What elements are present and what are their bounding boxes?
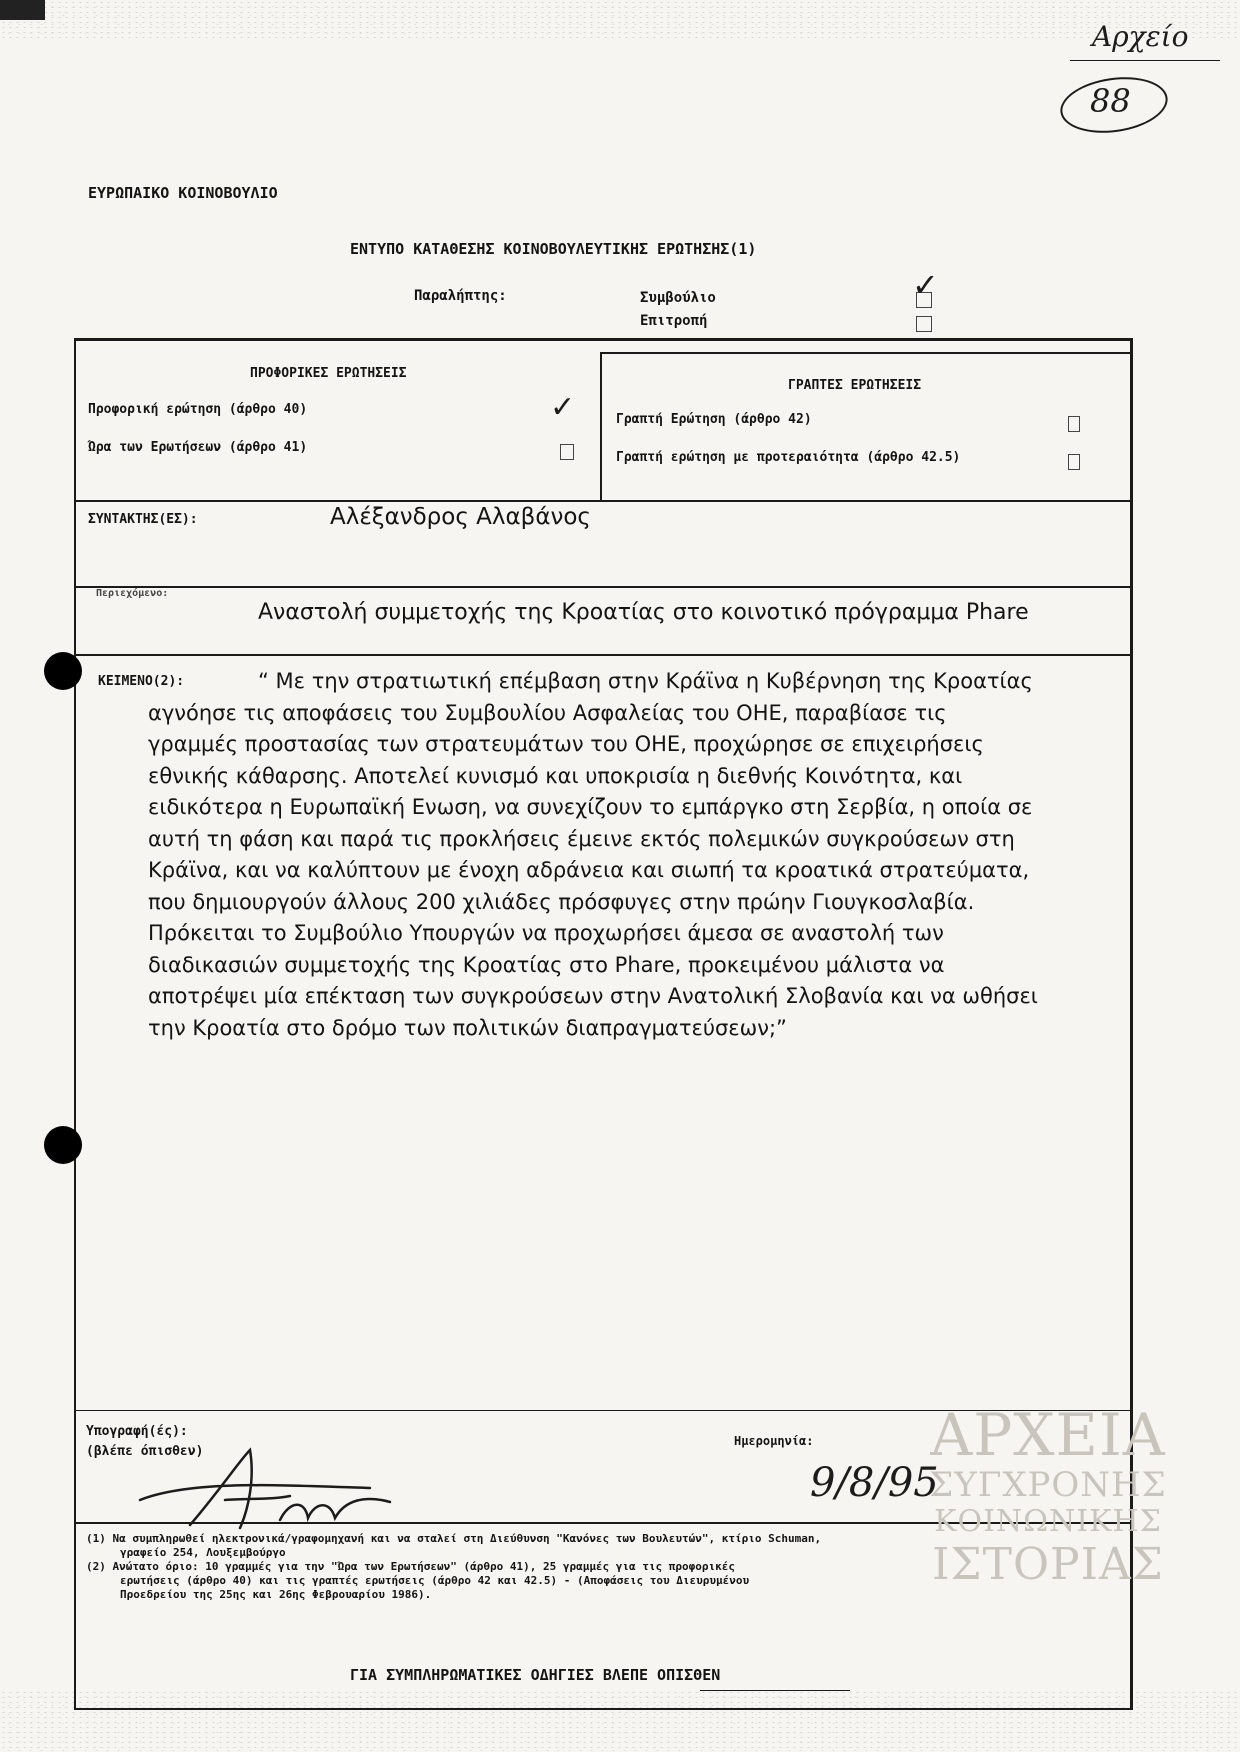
- institution-name: ΕΥΡΩΠΑΙΚΟ ΚΟΙΝΟΒΟΥΛΙΟ: [88, 184, 278, 202]
- watermark-line: ΚΟΙΝΩΝΙΚΗΣ: [934, 1504, 1162, 1539]
- footnote-line: (2) Ανώτατο όριο: 10 γραμμές για την "Ώρα των Ερωτήσεων" (άρθρο 41), 25 γραμμές για τις προφορικές: [86, 1560, 736, 1573]
- text-line: διαδικασιών συμμετοχής της Κροατίας στο Phare, προκειμένου μάλιστα να: [148, 952, 945, 977]
- date-label: Ημερομηνία:: [734, 1434, 814, 1448]
- question-text: [148, 666, 1118, 1044]
- text-line: “ Με την στρατιωτική επέμβαση στην Κράϊνα η Κυβέρνηση της Κροατίας: [258, 669, 1033, 693]
- oral-question-art40: Προφορική ερώτηση (άρθρο 40): [88, 402, 308, 417]
- handwritten-signature: [130, 1440, 430, 1540]
- oral-question-art40-checkmark-icon: ✓: [550, 390, 576, 425]
- bottom-noise: [0, 1690, 1240, 1752]
- frame-bottom: [74, 1708, 1132, 1710]
- written-priority-art42-5-checkbox[interactable]: [1068, 454, 1080, 470]
- subject-top-line: [76, 586, 1130, 588]
- author-top-line: [76, 500, 1130, 502]
- text-top-line: [76, 654, 1130, 656]
- question-time-art41-checkbox[interactable]: [560, 444, 574, 460]
- written-priority-art42-5: Γραπτή ερώτηση με προτεραιότητα (άρθρο 42.5): [616, 450, 961, 465]
- author-label: ΣΥΝΤΑΚΤΗΣ(ΕΣ):: [88, 512, 198, 527]
- footer-underline: [700, 1690, 850, 1691]
- text-line: γραμμές προστασίας των στρατευμάτων του ΟΗΕ, προχώρησε σε επιχειρήσεις: [148, 732, 984, 756]
- written-top-line: [600, 352, 1132, 354]
- frame-left: [74, 338, 76, 1710]
- recipient-option-commission: Επιτροπή: [640, 313, 708, 329]
- recipient-option-council: Συμβούλιο: [640, 290, 716, 306]
- text-line: εθνικής κάθαρσης. Αποτελεί κυνισμό και υποκρισία η διεθνής Κοινότητα, και: [148, 763, 963, 788]
- footnote-line: ερωτήσεις (άρθρο 40) και τις γραπτές ερωτήσεις (άρθρο 42 και 42.5) - (Αποφάσεις του Διευρυμένου: [120, 1574, 750, 1587]
- written-question-art42: Γραπτή Ερώτηση (άρθρο 42): [616, 412, 812, 427]
- text-label: ΚΕΙΜΕΝΟ(2):: [98, 674, 185, 689]
- recipient-council-checkmark-icon: ✓: [912, 266, 939, 304]
- archive-number: 88: [1090, 82, 1131, 120]
- archive-note: Αρχείο: [1092, 20, 1189, 53]
- top-noise: [0, 0, 1240, 40]
- text-line: αυτή τη φάση και παρά τις προκλήσεις έμεινε εκτός πολεμικών συγκρούσεων στη: [148, 826, 1015, 851]
- punch-hole-bottom: [44, 1126, 82, 1164]
- top-left-edge: [0, 0, 45, 20]
- date-value: 9/8/95: [810, 1460, 939, 1506]
- subject-text: Αναστολή συμμετοχής της Κροατίας στο κοινοτικό πρόγραμμα Phare: [258, 600, 1029, 625]
- frame-top: [74, 338, 1132, 341]
- question-time-art41: Ώρα των Ερωτήσεων (άρθρο 41): [88, 440, 308, 455]
- subject-label: Περιεχόμενο:: [96, 588, 169, 599]
- watermark-line: ΣΥΓΧΡΟΝΗΣ: [929, 1465, 1167, 1505]
- text-line: που δημιουργούν άλλους 200 χιλιάδες πρόσφυγες στην πρώην Γιουγκοσλαβία.: [148, 889, 975, 914]
- signature-label-note: (βλέπε όπισθεν): [86, 1444, 204, 1459]
- footnote-line: Προεδρείου της 25ης και 26ης Φεβρουαρίου 1986).: [120, 1588, 432, 1601]
- recipient-commission-checkbox[interactable]: [916, 316, 932, 332]
- text-line: Πρόκειται το Συμβούλιο Υπουργών να προχωρήσει άμεσα σε αναστολή των: [148, 921, 944, 945]
- text-line: Κράϊνα, και να καλύπτουν με ένοχη αδράνεια και σιωπή τα κροατικά στρατεύματα,: [148, 858, 1030, 882]
- watermark-line: ΑΡΧΕΙΑ: [930, 1401, 1166, 1469]
- question-type-divider: [600, 352, 602, 500]
- form-title: ΕΝΤΥΠΟ ΚΑΤΑΘΕΣΗΣ ΚΟΙΝΟΒΟΥΛΕΥΤΙΚΗΣ ΕΡΩΤΗΣΗΣ(1): [350, 240, 757, 258]
- text-line: ειδικότερα η Ευρωπαϊκή Ενωση, να συνεχίζουν το εμπάργκο στη Σερβία, η οποία σε: [148, 795, 1033, 819]
- text-line: αποτρέψει μία επέκταση των συγκρούσεων στην Ανατολική Σλοβανία και να ωθήσει: [148, 984, 1038, 1008]
- author-name: Αλέξανδρος Αλαβάνος: [330, 504, 591, 530]
- oral-questions-header: ΠΡΟΦΟΡΙΚΕΣ ΕΡΩΤΗΣΕΙΣ: [250, 366, 407, 381]
- signature-label: Υπογραφή(ές):: [86, 1424, 188, 1439]
- footnote-line: γραφείο 254, Λουξεμβούργο: [120, 1546, 286, 1559]
- written-question-art42-checkbox[interactable]: [1068, 416, 1080, 432]
- footer-instructions: ΓΙΑ ΣΥΜΠΛΗΡΩΜΑΤΙΚΕΣ ΟΔΗΓΙΕΣ ΒΛΕΠΕ ΟΠΙΣΘΕΝ: [350, 1666, 721, 1684]
- archive-watermark: [928, 1401, 1168, 1590]
- written-questions-header: ΓΡΑΠΤΕΣ ΕΡΩΤΗΣΕΙΣ: [788, 378, 922, 393]
- recipient-label: Παραλήπτης:: [414, 288, 507, 304]
- text-line: αγνόησε τις αποφάσεις του Συμβουλίου Ασφαλείας του ΟΗΕ, παραβίασε τις: [148, 700, 947, 725]
- archive-note-underline: [1070, 60, 1220, 61]
- text-line: την Κροατία στο δρόμο των πολιτικών διαπραγματεύσεων;”: [148, 1015, 787, 1040]
- footnote-line: (1) Να συμπληρωθεί ηλεκτρονικά/γραφομηχανή και να σταλεί στη Διεύθυνση "Κανόνες των Βουλευτών", κτίριο Schuman,: [86, 1532, 822, 1545]
- punch-hole-top: [44, 652, 82, 690]
- watermark-line: ΙΣΤΟΡΙΑΣ: [932, 1539, 1164, 1590]
